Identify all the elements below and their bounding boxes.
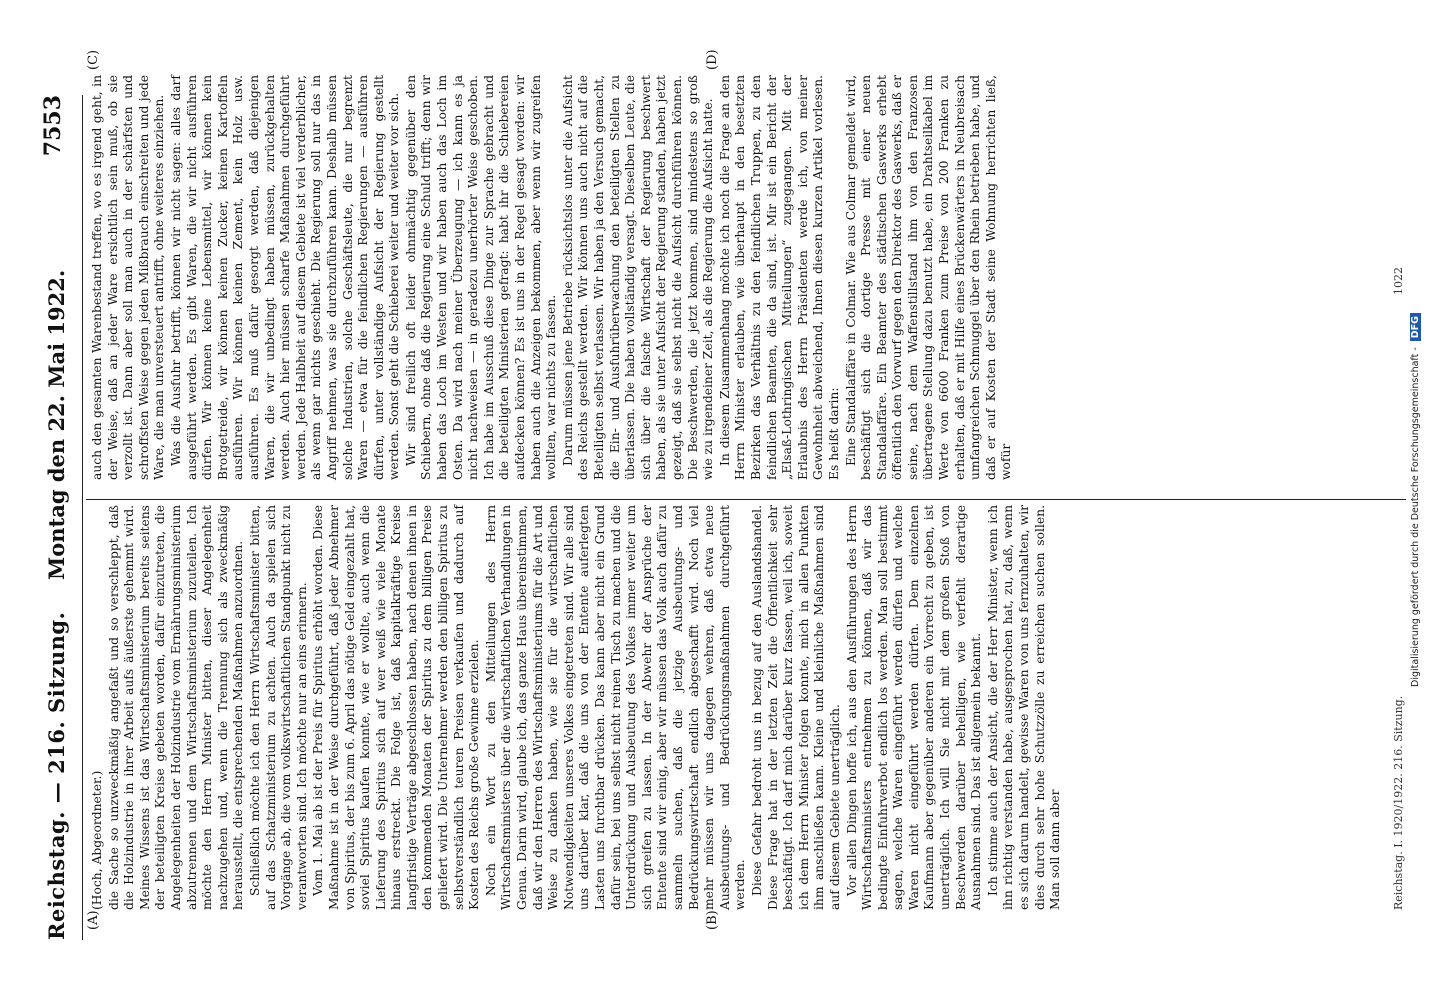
right-column [90, 75, 1016, 480]
dfg-logo: DFG [1410, 313, 1421, 341]
margin-marker-a: (A) [86, 910, 101, 930]
paragraph: Schließlich möchte ich den Herrn Wirtschaftsminister bitten, auf das Schatzministerium zu achten. Auch da spielen sich Vorgänge ab, die vom volkswirtschaftlichen Standpunkt nicht zu verantworten sind. Ich möchte nur an eins erinnern. [247, 505, 309, 910]
paragraph: die Sache so unzweckmäßig angefaßt und so verschleppt, daß die Holzindustrie in ihrer Arbeit aufs äußerste gehemmt wird. Meines Wissens ist das Wirtschaftsministerium bereits seitens der beteiligten Kreise gebeten worden, dafür einzutreten, die Angelegenheiten der Holzindustrie vom Ernährungsministerium abzutrennen und dem Wirtschaftsministerium zuzuteilen. Ich möchte den Herrn Minister bitten, dieser Angelegenheit nachzugehen und, wenn die Trennung sich als zweckmäßig herausstellt, die entsprechenden Maßnahmen anzuordnen. [106, 505, 246, 910]
column-divider [86, 499, 1406, 500]
paragraph: In diesem Zusammenhang möchte ich noch die Frage an den Herrn Minister erlauben, wie überhaupt in den besetzten Bezirken das Verhältnis zu den feindlichen Truppen, zu den feindlichen Beamten, die da sind, ist. Mir ist ein Bericht der „Elsaß-Lothringischen Mitteilungen“ zugegangen. Mit der Erlaubnis des Herrn Präsidenten werde ich, von meiner Gewohnheit abweichend, Ihnen diesen kurzen Artikel vorlesen. Es heißt darin: [717, 75, 841, 480]
paragraph: Vor allen Dingen hoffe ich, aus den Ausführungen des Herrn Wirtschaftsministers entnehmen zu können, daß wir das bedingte Einfuhrverbot endlich los werden. Man soll bestimmt sagen, welche Waren eingeführt werden dürfen und welche Waren nicht eingeführt werden dürfen. Dem einzelnen Kaufmann aber gegenüber anderen ein Vorrecht zu geben, ist unerträglich. Ich will Sie nicht mit dem großen Stoß von Beschwerden darüber behelligen, wie verfehlt derartige Ausnahmen sind. Das ist allgemein bekannt. [844, 505, 984, 910]
paragraph: Diese Gefahr bedroht uns in bezug auf den Auslandshandel. Diese Frage hat in der letzten Zeit die Öffentlichkeit sehr beschäftigt. Ich darf mich darüber kurz fassen, weil ich, soweit ich dem Herrn Minister folgen konnte, mich in allen Punkten ihm anschließen kann. Kleine und kleinliche Maßnahmen sind auf diesem Gebiete unerträglich. [749, 505, 842, 910]
paragraph: Wir sind freilich oft leider ohnmächtig gegenüber den Schiebern, ohne daß die Regierung eine Schuld trifft; denn wir haben das Loch im Westen und wir haben auch das Loch im Osten. Da wird nach meiner Überzeugung — ich kann es ja nicht nachweisen — in geradezu unerhörter Weise geschoben. Ich habe im Ausschuß diese Dinge zur Sprache gebracht und die beteiligten Ministerien gefragt: habt ihr die Schiebereien aufdecken können? Es ist uns in der Regel gesagt worden: wir haben auch die Anzeigen bekommen, aber wenn wir zugreifen wollten, war nichts zu fassen. [403, 75, 559, 480]
dfg-credit [1410, 0, 1421, 1000]
footer-signature: Reichstag. I. 1920/1922. 216. Sitzung. [1392, 695, 1405, 910]
header-rule [82, 95, 83, 940]
quoted-paragraph: Eine Standalaffäre in Colmar. Wie aus Colmar gemeldet wird, beschäftigt sich die dortige Presse mit einer neuen Standalaffäre. Ein Beamter des städtischen Gaswerks erhebt öffentlich den Vorwurf gegen den Direktor des Gaswerks, daß er seine, nach dem Waffenstillstand ihm von den Franzosen übertragene Stellung dazu benutzt habe, ein Drahtseilkabel im Werte von 6600 Franken zum Preise von 200 Franken zu erhalten, daß er mit Hilfe eines Brückenwärters in Neubreisach umfangreichen Schmuggel über den Rhein betrieben habe, und daß er auf Kosten der Stadt seine Wohnung herrichten ließ, wofür [843, 75, 1014, 480]
footer-sheet-number: 1022 [1392, 267, 1405, 295]
page-header [30, 95, 80, 940]
margin-marker-c: (C) [86, 49, 101, 70]
left-column [90, 505, 1065, 910]
header-title: Reichstag. — 216. Sitzung. [44, 611, 69, 940]
paragraph: Vom 1. Mai ab ist der Preis für Spiritus erhöht worden. Diese Maßnahme ist in der Weise durchgeführt, daß jeder Abnehmer von Spiritus, der bis zum 6. April das nötige Geld eingezahlt hat, soviel Spiritus kaufen konnte, wie er wollte, auch wenn die Lieferung des Spiritus sich auf wer weiß wie viele Monate hinaus erstreckt. Die Folge ist, daß kapitalkräftige Kreise langfristige Verträge abgeschlossen haben, nach denen ihnen in den kommenden Monaten der Spiritus zu dem billigen Preise geliefert wird. Die Unternehmer werden den billigen Spiritus zu selbstverständlich teuren Preisen verkaufen und dadurch auf Kosten des Reichs große Gewinne erzielen. [311, 505, 482, 910]
margin-marker-d: (D) [705, 49, 720, 70]
margin-marker-b: (B) [705, 910, 720, 930]
header-date: Montag den 22. Mai 1922. [44, 269, 69, 580]
paragraph: Noch ein Wort zu den Mitteilungen des Herrn Wirtschaftsministers über die wirtschaftlichen Verhandlungen in Genua. Darin wird, glaube ich, das ganze Haus übereinstimmen, daß wir den Herren des Wirtschaftsministeriums für die Art und Weise zu danken haben, wie sie für die wirtschaftlichen Notwendigkeiten unseres Volkes eingetreten sind. Wir alle sind uns darüber klar, daß die uns von der Entente auferlegten Lasten uns furchtbar drücken. Das kann aber nicht ein Grund dafür sein, bei uns selbst nicht reinen Tisch zu machen und die Unterdrückung und Ausbeutung des Volkes immer weiter um sich greifen zu lassen. In der Abwehr der Ansprüche der Entente sind wir einig, aber wir müssen das Volk auch dafür zu sammeln suchen, daß die jetzige Ausbeutungs- und Bedrückungswirtschaft endlich abgeschafft wird. Noch viel mehr müssen wir uns dagegen wehren, daß etwa neue Ausbeutungs- und Bedrückungsmaßnahmen durchgeführt werden. [483, 505, 748, 910]
page-number: 7553 [40, 95, 66, 157]
paragraph: auch den gesamten Warenbestand treffen, wo es irgend geht, in der Weise, daß an jeder Ware ersichtlich sein muß, ob sie verzollt ist. Dann aber soll man auch in der schärfsten und schroffsten Weise gegen jeden Mißbrauch einschreiten und jede Ware, die man unversteuert antrifft, ohne weiteres einziehen. [90, 75, 167, 480]
paragraph: Ich stimme auch der Ansicht, die der Herr Minister, wenn ich ihn richtig verstanden habe, ausgesprochen hat, zu, daß, wenn es sich darum handelt, gewisse Waren von uns fernzuhalten, wir dies durch sehr hohe Schutzzölle zu erreichen suchen sollen. Man soll dann aber [985, 505, 1063, 910]
paragraph: Was die Ausfuhr betrifft, können wir nicht sagen: alles darf ausgeführt werden. Es gibt Waren, die wir nicht ausführen dürfen. Wir können keine Lebensmittel, wir können kein Brotgetreide, wir können keinen Zucker, keinen Kartoffeln ausführen. Wir können keinen Zement, kein Holz usw. ausführen. Es muß dafür gesorgt werden, daß diejenigen Waren, die wir unbedingt haben müssen, zurückgehalten werden. Auch hier müssen scharfe Maßnahmen durchgeführt werden. Jede Halbheit auf diesem Gebiete ist viel verderblicher, als wenn gar nichts geschieht. Die Regierung soll nur das in Angriff nehmen, was sie durchzuführen kann. Deshalb müssen solche Industrien, solche Geschäftsleute, die nur begrenzt Waren — etwa für die feindlichen Regierungen — ausführen dürfen, unter vollständige Aufsicht der Regierung gestellt werden. Sonst geht die Schieberei weiter und weiter vor sich. [168, 75, 402, 480]
speaker-note: (Hoch, Abgeordneter.) [90, 770, 104, 910]
paragraph: Darum müssen jene Betriebe rücksichtslos unter die Aufsicht des Reichs gestellt werden. Wir können uns auch nicht auf die Beteiligten selbst verlassen. Wir haben ja den Versuch gemacht, die Ein- und Ausfuhrüberwachung den beteiligten Stellen zu überlassen. Die haben vollständig versagt. Dieselben Leute, die sich über die falsche Wirtschaft der Regierung beschwert haben, als sie unter Aufsicht der Regierung standen, haben jetzt gezeigt, daß sie selbst nicht die Aufsicht durchführen können. Die Beschwerden, die jetzt kommen, sind mindestens so groß wie zu irgendeiner Zeit, als die Regierung die Aufsicht hatte. [560, 75, 716, 480]
dfg-credit-text: Digitalisierung gefördert durch die Deutsche Forschungsgemeinschaft - [1410, 347, 1421, 687]
